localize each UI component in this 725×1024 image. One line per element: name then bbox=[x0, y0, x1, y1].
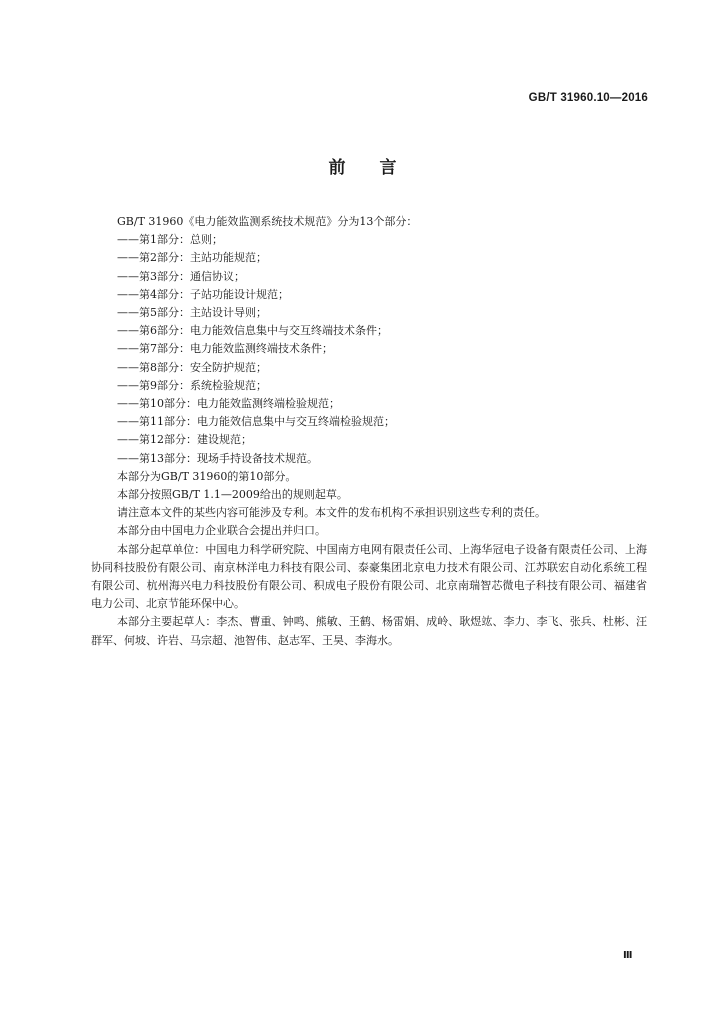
list-item: ——第1部分：总则； bbox=[117, 233, 223, 247]
list-item: ——第3部分：通信协议； bbox=[117, 269, 245, 283]
foreword-body bbox=[91, 213, 647, 650]
paragraph-drafters: 本部分主要起草人：李杰、曹重、钟鸣、熊敏、王鹤、杨雷娟、成岭、耿煜竑、李力、李飞、张兵、杜彬、汪群军、何坡、许岩、马宗超、池智伟、赵志军、王昊、李海水。 bbox=[91, 615, 647, 647]
page-title: 前言 bbox=[328, 158, 431, 178]
list-item: ——第9部分：系统检验规范； bbox=[117, 378, 267, 392]
parts-list bbox=[91, 231, 647, 468]
page-number: Ⅲ bbox=[623, 950, 633, 961]
paragraph-patent-notice: 请注意本文件的某些内容可能涉及专利。本文件的发布机构不承担识别这些专利的责任。 bbox=[117, 506, 546, 520]
paragraph-drafting-rules: 本部分按照GB/T 1.1—2009给出的规则起草。 bbox=[117, 488, 348, 502]
paragraph-drafting-units: 本部分起草单位：中国电力科学研究院、中国南方电网有限责任公司、上海华冠电子设备有限责任公司、上海协同科技股份有限公司、南京林洋电力科技有限公司、泰豪集团北京电力技术有限公司、江苏联宏自动化系统工程有限公司、杭州海兴电力科技股份有限公司、积成电子股份有限公司、北京南瑞智芯微电子科技有限公司、福建省电力公司、北京节能环保中心。 bbox=[91, 542, 647, 611]
list-item: ——第2部分：主站功能规范； bbox=[117, 251, 267, 265]
intro-line: GB/T 31960《电力能效监测系统技术规范》分为13个部分： bbox=[117, 215, 418, 228]
list-item: ——第11部分：电力能效信息集中与交互终端检验规范； bbox=[117, 415, 395, 429]
paragraph-part-number: 本部分为GB/T 31960的第10部分。 bbox=[117, 469, 297, 483]
list-item: ——第13部分：现场手持设备技术规范。 bbox=[117, 451, 318, 465]
list-item: ——第10部分：电力能效监测终端检验规范； bbox=[117, 397, 340, 411]
list-item: ——第5部分：主站设计导则； bbox=[117, 306, 267, 320]
list-item: ——第8部分：安全防护规范； bbox=[117, 360, 267, 374]
standard-code: GB/T 31960.10—2016 bbox=[528, 92, 648, 104]
list-item: ——第6部分：电力能效信息集中与交互终端技术条件； bbox=[117, 324, 388, 338]
list-item: ——第12部分：建设规范； bbox=[117, 433, 252, 447]
paragraph-proposer: 本部分由中国电力企业联合会提出并归口。 bbox=[117, 524, 326, 538]
list-item: ——第7部分：电力能效监测终端技术条件； bbox=[117, 342, 333, 356]
list-item: ——第4部分：子站功能设计规范； bbox=[117, 287, 289, 301]
